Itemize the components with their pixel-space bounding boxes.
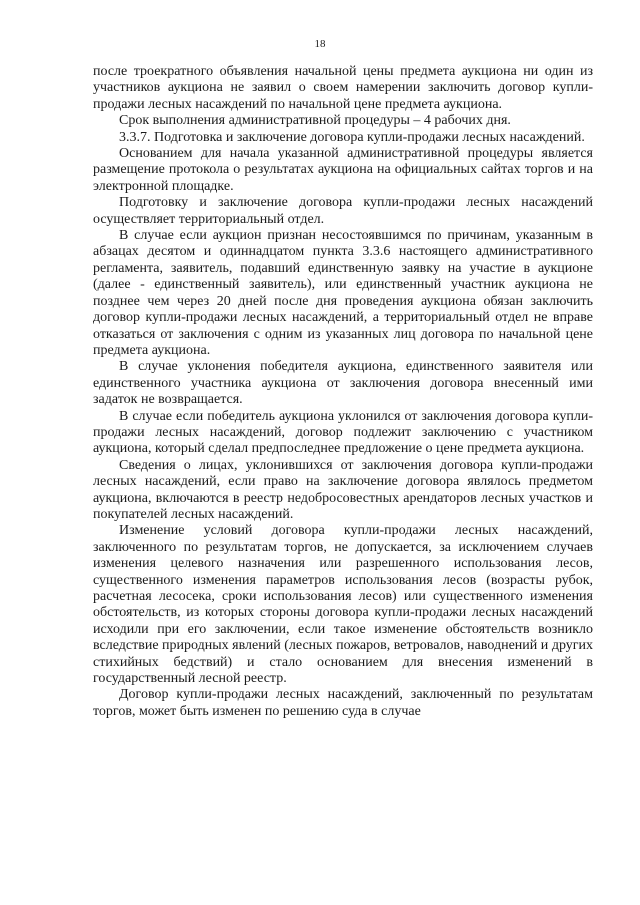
page-number: 18 <box>314 38 326 50</box>
document-body <box>93 64 593 720</box>
paragraph-winner-evasion: В случае если победитель аукциона уклонился от заключения договора купли-продажи лесных насаждений, договор подлежит заключению с участником аукциона, который сделал предпоследнее предложение о цене предмета аукциона. <box>93 408 593 457</box>
paragraph-failed-auction: В случае если аукцион признан несостоявшимся по причинам, указанным в абзацах десятом и одиннадцатом пункта 3.3.6 настоящего административного регламента, заявитель, подавший единственную заявку на участие в аукционе (далее - единственный заявитель), или единственный участник аукциона не позднее чем через 20 дней после дня проведения аукциона обязан заключить договор купли-продажи лесных насаждений, а территориальный отдел не вправе отказаться от заключения с одним из указанных лиц договора по начальной цене предмета аукциона. <box>93 228 593 358</box>
paragraph-court-change: Договор купли-продажи лесных насаждений, заключенный по результатам торгов, может быть изменен по решению суда в случае <box>93 687 593 719</box>
paragraph-procedure-deadline: Срок выполнения административной процедуры – 4 рабочих дня. <box>119 113 511 129</box>
paragraph-continuation: после троекратного объявления начальной цены предмета аукциона ни один из участников аукциона не заявил о своем намерении заключить договор купли-продажи лесных насаждений по начальной цене предмета аукциона. <box>93 64 593 112</box>
paragraph-registry: Сведения о лицах, уклонившихся от заключения договора купли-продажи лесных насаждений, если право на заключение договора являлось предметом аукциона, включаются в реестр недобросовестных арендаторов лесных участков и покупателей лесных насаждений. <box>93 457 593 522</box>
paragraph-preparation: Подготовку и заключение договора купли-продажи лесных насаждений осуществляет территориальный отдел. <box>93 195 593 227</box>
section-heading-3-3-7: 3.3.7. Подготовка и заключение договора купли-продажи лесных насаждений. <box>119 129 585 145</box>
paragraph-basis: Основанием для начала указанной административной процедуры является размещение протокола о результатах аукциона на официальных сайтах торгов и на электронной площадке. <box>93 146 593 194</box>
paragraph-contract-changes: Изменение условий договора купли-продажи лесных насаждений, заключенного по результатам торгов, не допускается, за исключением случаев изменения целевого назначения или разрешенного использования лесов, существенного изменения параметров использования лесов (возрасты рубок, расчетная лесосека, сроки использования лесов) или существенного изменения обстоятельств, из которых стороны договора купли-продажи лесных насаждений исходили при его заключении, если такое изменение обстоятельств возникло вследствие природных явлений (лесных пожаров, ветровалов, наводнений и других стихийных бедствий) и стало основанием для внесения изменений в государственный лесной реестр. <box>93 523 593 687</box>
paragraph-deposit: В случае уклонения победителя аукциона, единственного заявителя или единственного участника аукциона от заключения договора внесенный ими задаток не возвращается. <box>93 359 593 408</box>
